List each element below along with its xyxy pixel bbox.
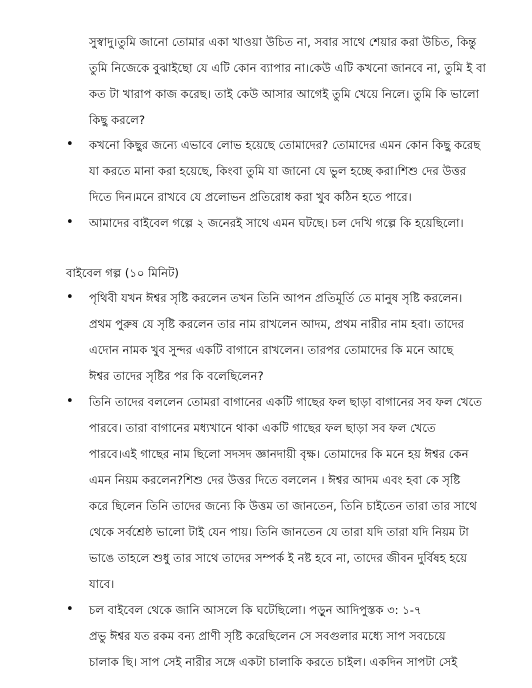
text-line: চল বাইবেল থেকে জানি আসলে কি ঘটেছিলো। পড়ুন আদিপুস্তক ৩: ১-৭ [89,603,422,617]
bullet-icon: • [66,137,74,152]
text-line: আমাদের বাইবেল গল্পে ২ জনেরই সাথে এমন ঘটছে। চল দেখি গল্পে কি হয়েছিলো। [89,216,464,230]
bullet-icon: • [66,394,74,409]
text-line: করে ছিলেন তিনি তাদের জন্যে কি উত্তম তা জানতেন, তিনি চাইতেন তারা তার সাথে [89,499,477,513]
text-line: যাবে। [89,577,115,591]
text-line: এদোন নামক খুব সুন্দর একটি বাগানে রাখলেন। তারপর তোমাদের কি মনে আছে [89,343,454,357]
text-line: চালাক ছি। সাপ সেই নারীর সঙ্গে একটা চালাকি করতে চাইল। একদিন সাপটা সেই [89,655,458,669]
text-line: তুমি নিজেকে বুঝাইছো যে এটি কোন ব্যাপার না।কেউ এটি কখনো জানবে না, তুমি ই বা [89,61,486,75]
bullet-icon: • [66,602,74,617]
section-heading: বাইবেল গল্প (১০ মিনিট) [66,266,179,280]
text-line: কিছু করলে? [89,113,146,127]
text-line: পারবে।এই গাছের নাম ছিলো সদসদ জ্ঞানদায়ী বৃক্ষ। তোমাদের কি মনে হয় ঈশ্বর কেন [89,447,469,461]
bullet-icon: • [66,290,74,305]
text-line: থেকে সর্বশ্রেষ্ঠ ভালো টাই যেন পায়। তিনি জানতেন যে তারা যদি তারা যদি নিয়ম টা [89,525,469,539]
bullet-icon: • [66,215,74,230]
text-line: দিতে দিন।মনে রাখবে যে প্রলোভন প্রতিরোধ করা খুব কঠিন হতে পারে। [89,190,412,204]
text-line: প্রভু ঈশ্বর যত রকম বন্য প্রাণী সৃষ্টি করেছিলেন সে সবগুলার মধ্যে সাপ সবচেয়ে [89,629,446,643]
text-line: প্রথম পুরুষ যে সৃষ্টি করলেন তার নাম রাখলেন আদম, প্রথম নারীর নাম হবা। তাদের [89,317,465,331]
text-line: ঈশ্বর তাদের সৃষ্টির পর কি বলেছিলেন? [89,369,264,383]
text-line: এমন নিয়ম করলেন?শিশু দের উত্তর দিতে বললেন । ঈশ্বর আদম এবং হবা কে সৃষ্টি [89,473,461,487]
text-line: কত টা খারাপ কাজ করেছ। তাই কেউ আসার আগেই তুমি খেয়ে নিলে। তুমি কি ভালো [89,87,479,101]
text-line: ভাঙে তাহলে শুধু তার সাথে তাদের সম্পর্ক ই নষ্ট হবে না, তাদের জীবন দুর্বিষহ হয়ে [89,551,467,565]
text-line: যা করতে মানা করা হয়েছে, কিংবা তুমি যা জানো যে ভুল হচ্ছে করা।শিশু দের উত্তর [89,164,467,178]
text-line: সুস্বাদু।তুমি জানো তোমার একা খাওয়া উচিত না, সবার সাথে শেয়ার করা উচিত, কিন্তু [89,35,477,49]
text-line: পৃথিবী যখন ঈশ্বর সৃষ্টি করলেন তখন তিনি আপন প্রতিমূর্তি তে মানুষ সৃষ্টি করলেন। [89,291,463,305]
text-line: কখনো কিছুর জন্যে এভাবে লোভ হয়েছে তোমাদের? তোমাদের এমন কোন কিছু করেছ [89,138,481,152]
text-line: তিনি তাদের বললেন তোমরা বাগানের একটি গাছের ফল ছাড়া বাগানের সব ফল খেতে [89,395,483,409]
text-line: পারবে। তারা বাগানের মধ্যখানে থাকা একটি গাছের ফল ছাড়া সব ফল খেতে [89,421,436,435]
